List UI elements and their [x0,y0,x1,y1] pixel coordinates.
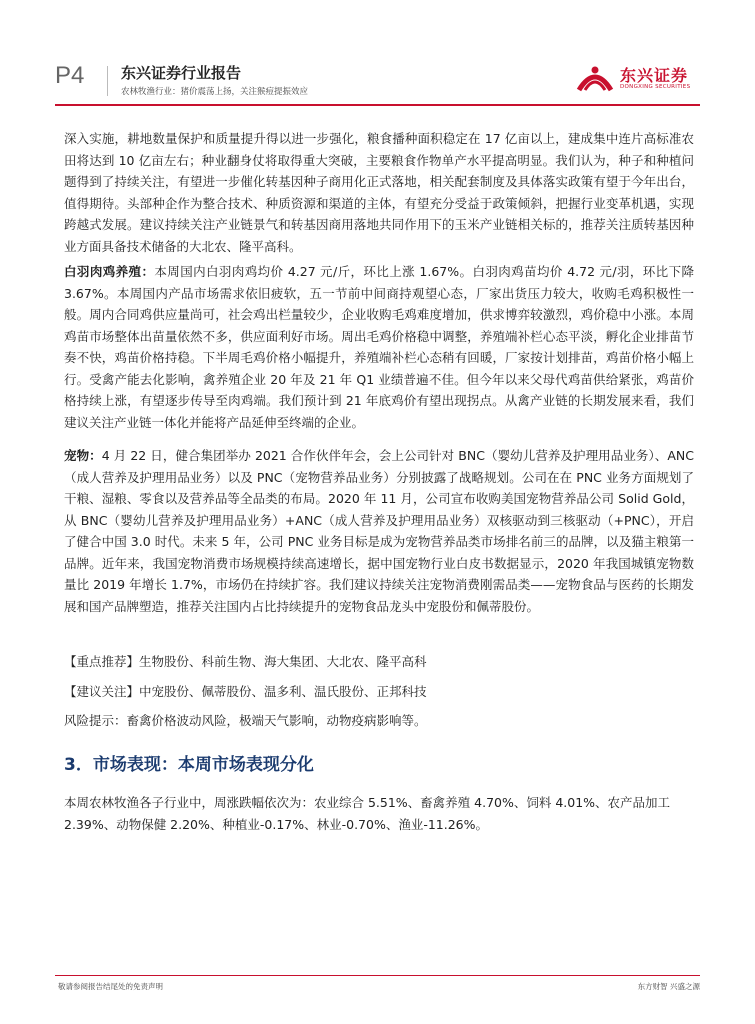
watch-recommendations-list: 中宠股份、佩蒂股份、温多利、温氏股份、正邦科技 [139,684,427,699]
market-performance-paragraph: 本周农林牧渔各子行业中，周涨跌幅依次为：农业综合 5.51%、畜禽养殖 4.70%、饲料 4.01%、农产品加工 2.39%、动物保健 2.20%、种植业-0.17%、林业-0.70%、渔业-11.26%。 [64,795,671,832]
pet-text: 4 月 22 日，健合集团举办 2021 合作伙伴年会，会上公司针对 BNC（婴幼儿营养及护理用品业务）、ANC（成人营养及护理用品业务）以及 PNC（宠物营养品业务）分别披露了战略规划。公司在在 PNC 业务方面规划了干粮、湿粮、零食以及营养品等全品类的布局。2020 年 11 月，公司宣布收购美国宠物营养品公司 Solid Gold，从 BNC（婴幼儿营养及护理用品业务）+ANC（成人营养及护理用品业务）双核驱动到三核驱动（+PNC），开启了健合中国 3.0 时代。未来 5 年，公司 PNC 业务目标是成为宠物营养品类市场排名前三的品牌，以及猫主粮第一品牌。近年来，我国宠物消费市场规模持续高速增长，据中国宠物行业白皮书数据显示，2020 年我国城镇宠物数量比 2019 年增长 1.7%，市场仍在持续扩容。我们建议持续关注宠物消费刚需品类——宠物食品与医药的长期发展和国产品牌塑造，推荐关注国内占比持续提升的宠物食品龙头中宠股份和佩蒂股份。 [64,448,694,614]
pet-label: 宠物： [64,448,102,463]
paragraph-pet [64,445,694,617]
logo-text-cn: 东兴证券 [620,66,689,85]
broiler-text: 本周国内白羽肉鸡均价 4.27 元/斤，环比上涨 1.67%。白羽肉鸡苗均价 4.72 元/羽，环比下降 3.67%。本周国内产品市场需求依旧疲软，五一节前中间商持观望心态，厂家出货压力较大，收购毛鸡积极性一般。周内合同鸡供应量尚可，社会鸡出栏量较少，企业收购毛鸡难度增加，供求博弈较激烈，鸡价稳中小涨。本周鸡苗市场整体出苗量依然不多，供应面利好市场。周出毛鸡价格稳中调整，养殖端补栏心态平淡，孵化企业排苗节奏不快，鸡苗价格持稳。下半周毛鸡价格小幅提升，养殖端补栏心态稍有回暖，厂家按计划排苗，鸡苗价格小幅上行。受禽产能去化影响，禽养殖企业 20 年及 21 年 Q1 业绩普遍不佳。但今年以来父母代鸡苗供给紧张，鸡苗价格持续上涨，有望逐步传导至肉鸡端。我们预计到 21 年底鸡价有望出现拐点。从禽产业链的长期发展来看，我们建议关注产业链一体化并能将产品延伸至终端的企业。 [64,264,694,430]
page-number: P4 [55,62,85,89]
footer-rule [55,975,700,976]
key-recommendations-label: 【重点推荐】 [64,654,140,669]
paragraph-broiler [64,261,694,433]
paragraph-seed-industry: 深入实施，耕地数量保护和质量提升得以进一步强化，粮食播种面积稳定在 17 亿亩以上，建成集中连片高标准农田将达到 10 亿亩左右；种业翻身仗将取得重大突破，主要粮食作物单产水平提高明显。我们认为，种子和种植问题得到了持续关注，有望进一步催化转基因种子商用化正式落地，相关配套制度及具体落实政策有望于今年出台，值得期待。头部种企作为整合技术、种质资源和渠道的主体，有望充分受益于政策倾斜，把握行业变革机遇，实现跨越式发展。建议持续关注产业链景气和转基因商用落地共同作用下的玉米产业链相关标的，推荐关注质转基因种业方面具备技术储备的大北农、隆平高科。 [64,131,694,254]
page-header [55,60,700,102]
report-body [64,128,694,617]
footer-slogan: 东方财智 兴盛之源 [637,982,700,991]
section-heading-market: 3．市场表现：本周市场表现分化 [64,755,314,775]
section-market-text [64,792,694,835]
dongxing-logo [575,60,700,100]
broiler-label: 白羽肉鸡养殖： [64,264,155,279]
watch-recommendations [64,682,694,702]
watch-recommendations-label: 【建议关注】 [64,684,140,699]
report-subtitle: 农林牧渔行业：猪价震荡上扬，关注猴痘提振效应 [121,87,309,97]
report-title: 东兴证券行业报告 [121,64,242,82]
logo-emblem-icon [575,60,615,98]
key-recommendations [64,652,694,672]
key-recommendations-list: 生物股份、科前生物、海大集团、大北农、隆平高科 [139,654,427,669]
logo-text-en: DONGXING SECURITIES [620,84,691,90]
footer-disclaimer: 敬请参阅报告结尾处的免责声明 [58,982,163,991]
header-divider [107,66,108,96]
risk-warning: 风险提示：畜禽价格波动风险，极端天气影响，动物疫病影响等。 [64,713,427,728]
header-rule [55,104,700,106]
